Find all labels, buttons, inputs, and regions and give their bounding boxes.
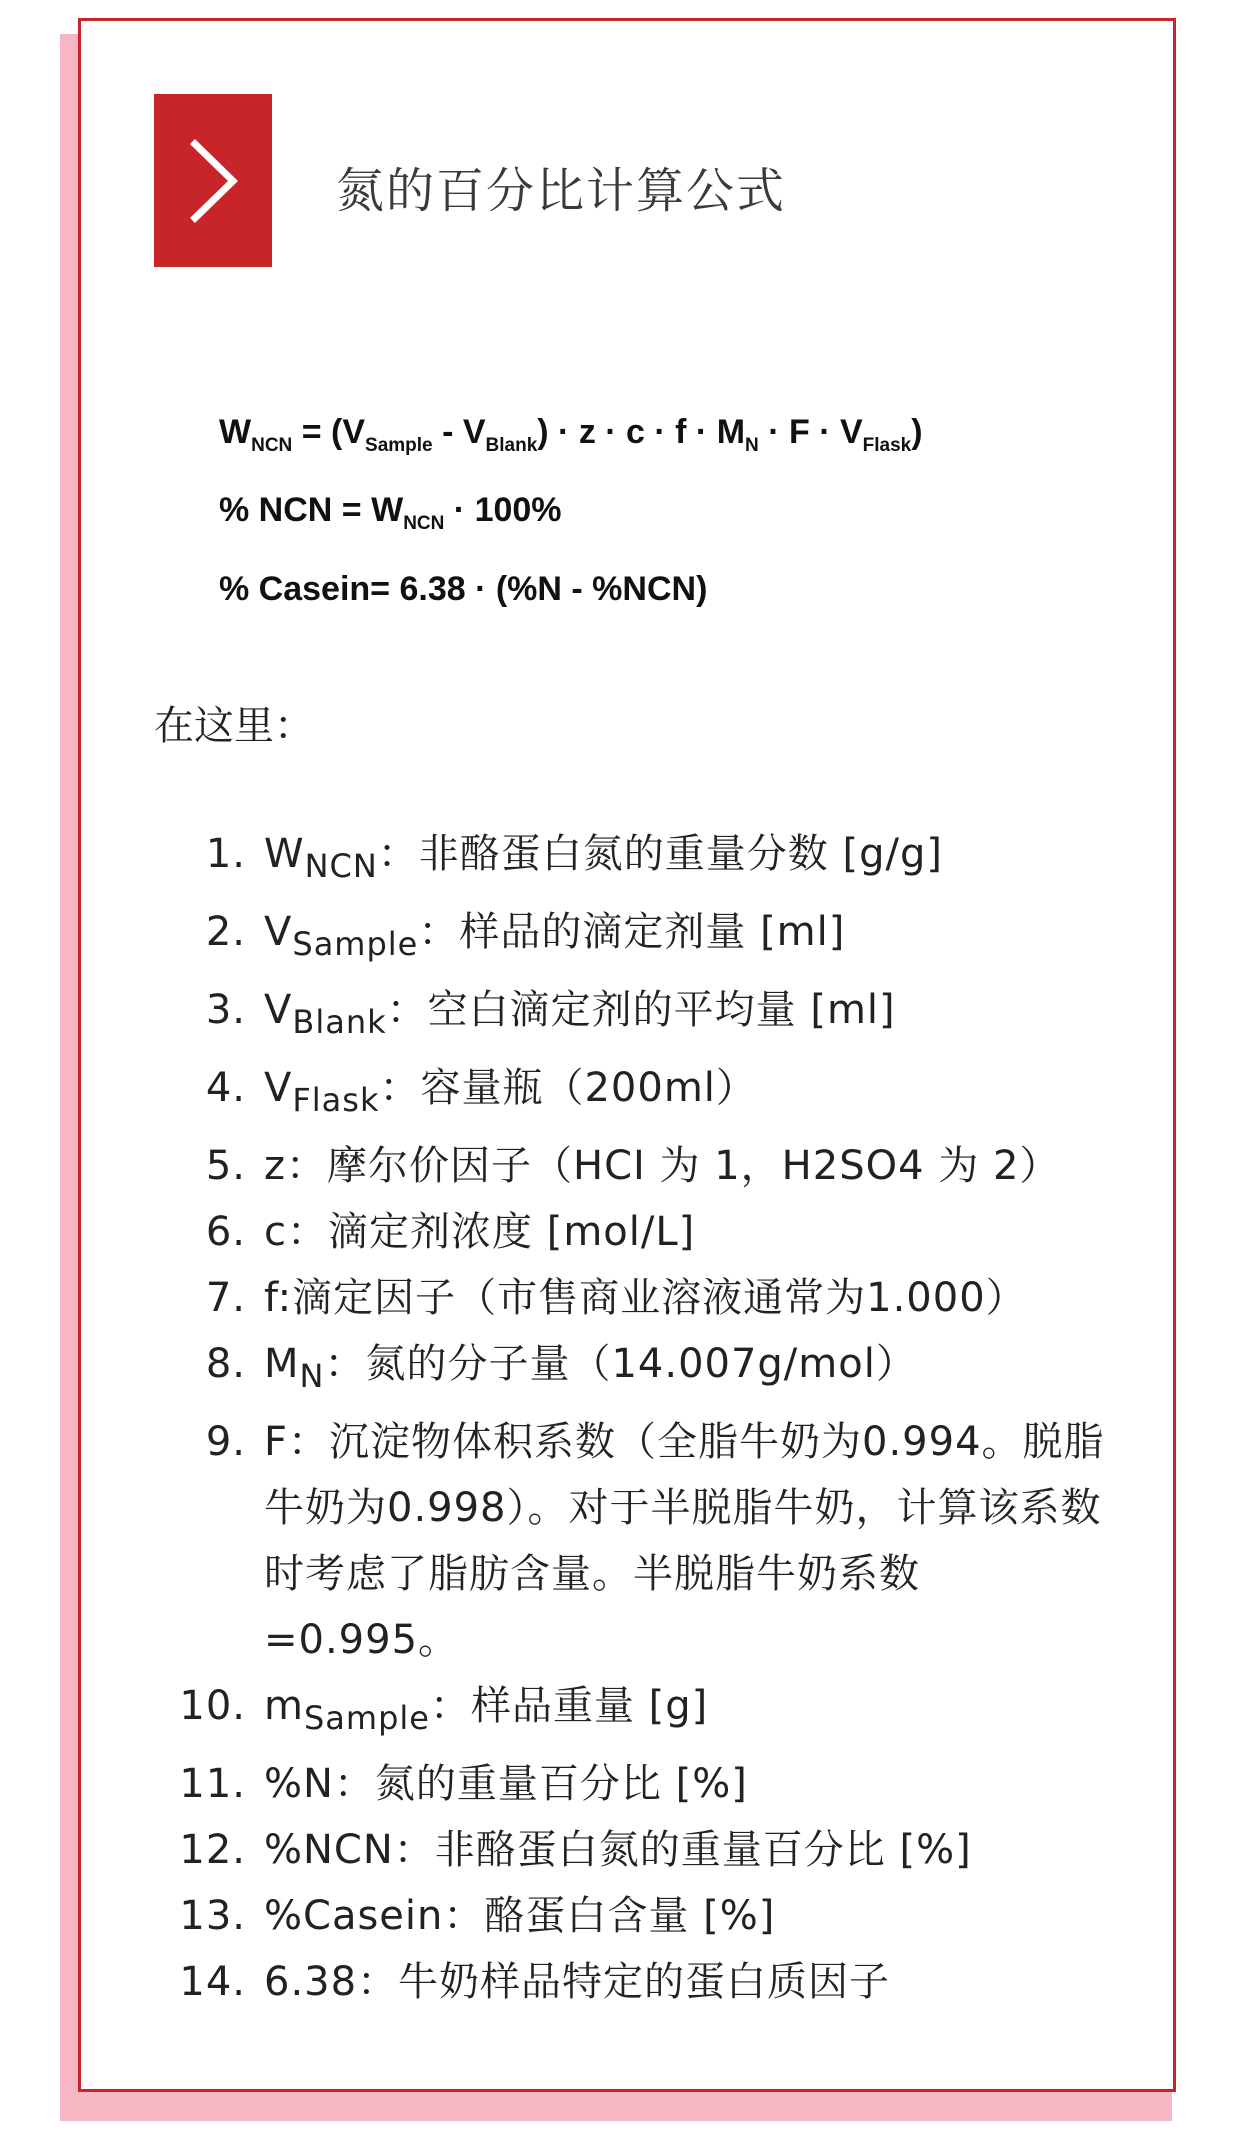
- chevron-right-icon: [183, 136, 243, 226]
- item-number: 8.: [205, 1341, 246, 1387]
- item-text: c：滴定剂浓度 [mol/L]: [264, 1209, 696, 1255]
- list-item: [154, 1751, 1114, 1817]
- list-item: [154, 977, 1114, 1055]
- formula-percent-casein: % Casein= 6.38 · (%N - %NCN): [219, 570, 708, 608]
- item-number: 14.: [179, 1959, 246, 2005]
- item-number: 11.: [179, 1761, 246, 1807]
- item-number: 9.: [205, 1419, 246, 1465]
- list-item: [154, 899, 1114, 977]
- item-number: 4.: [205, 1065, 246, 1111]
- intro-text: 在这里：: [154, 703, 314, 749]
- item-text: 6.38：牛奶样品特定的蛋白质因子: [264, 1959, 891, 2005]
- list-item: [154, 1199, 1114, 1265]
- list-item: [154, 1265, 1114, 1331]
- item-text: $V_{Blank}$：空白滴定剂的平均量 [ml]: [264, 987, 896, 1041]
- definition-list: [154, 821, 1114, 2015]
- item-text: %N：氮的重量百分比 [%]: [264, 1761, 748, 1807]
- list-item: [154, 1673, 1114, 1751]
- item-text: $W_{NCN}$：非酪蛋白氮的重量分数 [g/g]: [264, 831, 943, 885]
- item-number: 10.: [179, 1683, 246, 1729]
- item-number: 7.: [205, 1275, 246, 1321]
- item-number: 6.: [205, 1209, 246, 1255]
- item-number: 1.: [205, 831, 246, 877]
- list-item: [154, 1055, 1114, 1133]
- list-item: [154, 821, 1114, 899]
- item-text: $m_{Sample}$：样品重量 [g]: [264, 1683, 709, 1737]
- item-text: F：沉淀物体积系数（全脂牛奶为0.994。脱脂牛奶为0.998）。对于半脱脂牛奶，计算该系数时考虑了脂肪含量。半脱脂牛奶系数=0.995。: [264, 1419, 1105, 1663]
- formula-wncn: $W_{NCN} = (V_{Sample} - V_{Blank}) \cdot z \cdot c \cdot f \cdot M_N \cdot F \cdot V_{Flask}$): [219, 413, 923, 456]
- item-number: 12.: [179, 1827, 246, 1873]
- item-text: z：摩尔价因子（HCI 为 1，H2SO4 为 2）: [264, 1143, 1061, 1189]
- list-item: [154, 1133, 1114, 1199]
- item-text: $V_{Flask}$：容量瓶（200ml）: [264, 1065, 757, 1119]
- section-badge: [154, 94, 272, 267]
- item-text: %NCN：非酪蛋白氮的重量百分比 [%]: [264, 1827, 972, 1873]
- item-number: 5.: [205, 1143, 246, 1189]
- item-text: $M_N$：氮的分子量（14.007g/mol）: [264, 1341, 917, 1395]
- list-item: [154, 1883, 1114, 1949]
- item-text: %Casein：酪蛋白含量 [%]: [264, 1893, 776, 1939]
- section-title: 氮的百分比计算公式: [336, 163, 787, 219]
- formula-card: [78, 18, 1176, 2092]
- item-number: 2.: [205, 909, 246, 955]
- list-item: [154, 1409, 1114, 1673]
- item-text: $V_{Sample}$：样品的滴定剂量 [ml]: [264, 909, 846, 963]
- formula-percent-ncn: % NCN = $W_{NCN} \cdot 100\%$: [219, 491, 562, 534]
- list-item: [154, 1331, 1114, 1409]
- item-text: f:滴定因子（市售商业溶液通常为1.000）: [264, 1275, 1027, 1321]
- list-item: [154, 1949, 1114, 2015]
- item-number: 13.: [179, 1893, 246, 1939]
- list-item: [154, 1817, 1114, 1883]
- item-number: 3.: [205, 987, 246, 1033]
